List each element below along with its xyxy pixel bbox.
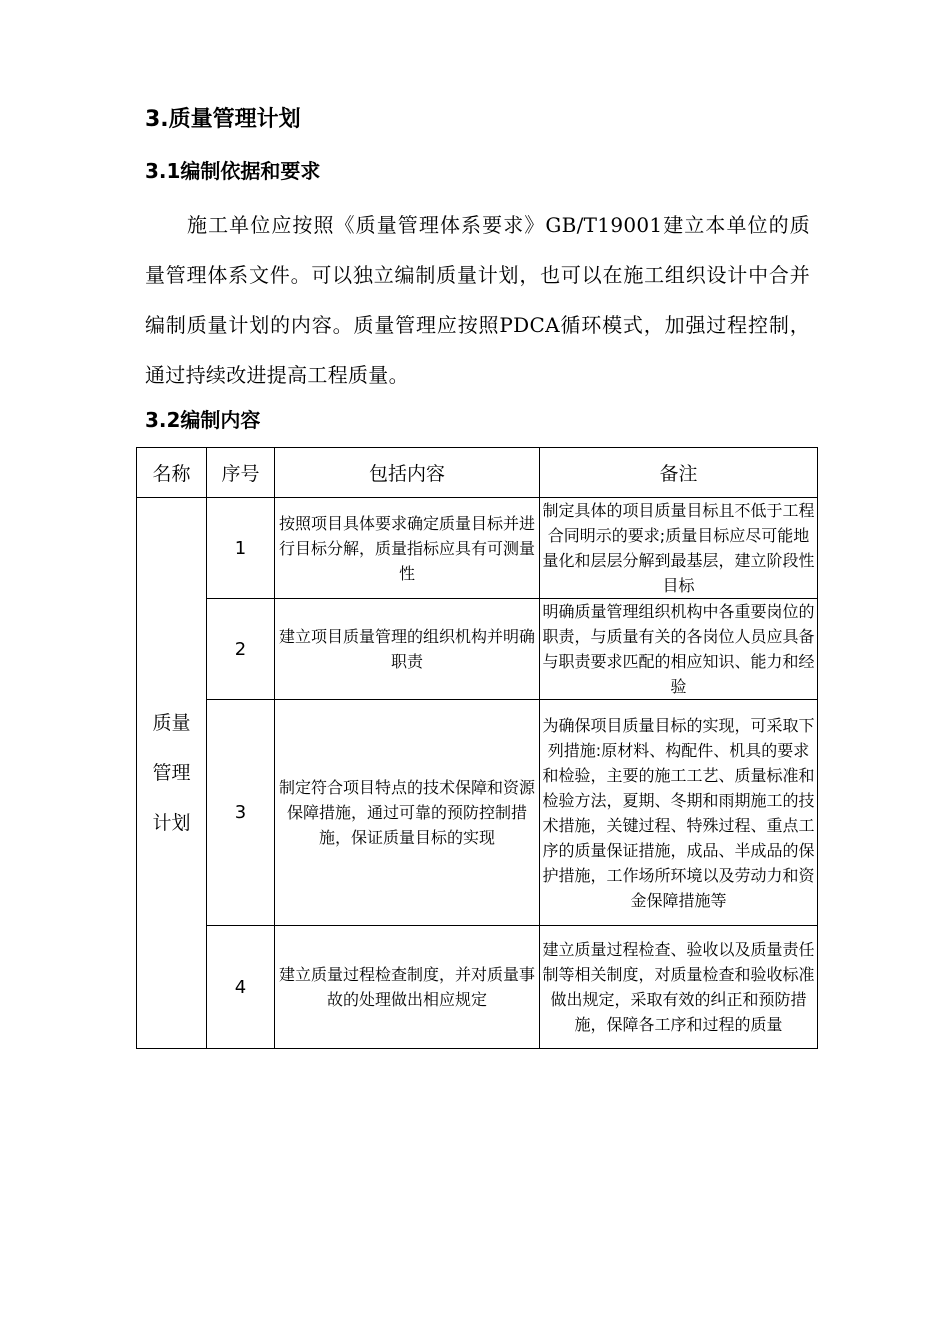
row-content: 建立项目质量管理的组织机构并明确职责	[275, 599, 540, 700]
basis-paragraph: 施工单位应按照《质量管理体系要求》GB/T19001建立本单位的质量管理体系文件。可以独立编制质量计划，也可以在施工组织设计中合并编制质量计划的内容。质量管理应按照PDCA循环模式，加强过程控制，通过持续改进提高工程质量。	[145, 213, 810, 387]
header-index: 序号	[207, 448, 275, 498]
group-name-line: 质量	[152, 712, 191, 734]
row-content: 制定符合项目特点的技术保障和资源保障措施，通过可靠的预防控制措施，保证质量目标的实现	[275, 700, 540, 926]
header-name: 名称	[137, 448, 207, 498]
row-content: 按照项目具体要求确定质量目标并进行目标分解，质量指标应具有可测量性	[275, 498, 540, 599]
table-row	[137, 599, 818, 700]
subsection-heading-basis: 3.1编制依据和要求	[145, 159, 321, 183]
row-note: 明确质量管理组织机构中各重要岗位的职责，与质量有关的各岗位人员应具备与职责要求匹配的相应知识、能力和经验	[540, 599, 818, 700]
row-index: 3	[207, 700, 275, 926]
group-name-line: 计划	[152, 812, 191, 834]
subsection-heading-content: 3.2编制内容	[145, 408, 261, 432]
row-note: 制定具体的项目质量目标且不低于工程合同明示的要求;质量目标应尽可能地量化和层层分解到最基层，建立阶段性目标	[540, 498, 818, 599]
header-content: 包括内容	[275, 448, 540, 498]
table-header-row	[137, 448, 818, 498]
row-note: 为确保项目质量目标的实现，可采取下列措施:原材料、构配件、机具的要求和检验，主要的施工工艺、质量标准和检验方法，夏期、冬期和雨期施工的技术措施，关键过程、特殊过程、重点工序的质量保证措施，成品、半成品的保护措施，工作场所环境以及劳动力和资金保障措施等	[540, 700, 818, 926]
row-index: 1	[207, 498, 275, 599]
row-note: 建立质量过程检查、验收以及质量责任制等相关制度，对质量检查和验收标准做出规定，采取有效的纠正和预防措施，保障各工序和过程的质量	[540, 926, 818, 1049]
table-row	[137, 498, 818, 599]
table-row	[137, 700, 818, 926]
quality-plan-table	[136, 447, 818, 1049]
row-index: 2	[207, 599, 275, 700]
row-index: 4	[207, 926, 275, 1049]
group-name-cell	[137, 498, 207, 1049]
group-name-line: 管理	[152, 762, 191, 784]
row-content: 建立质量过程检查制度，并对质量事故的处理做出相应规定	[275, 926, 540, 1049]
table-row	[137, 926, 818, 1049]
header-note: 备注	[540, 448, 818, 498]
section-heading: 3.质量管理计划	[145, 107, 301, 132]
